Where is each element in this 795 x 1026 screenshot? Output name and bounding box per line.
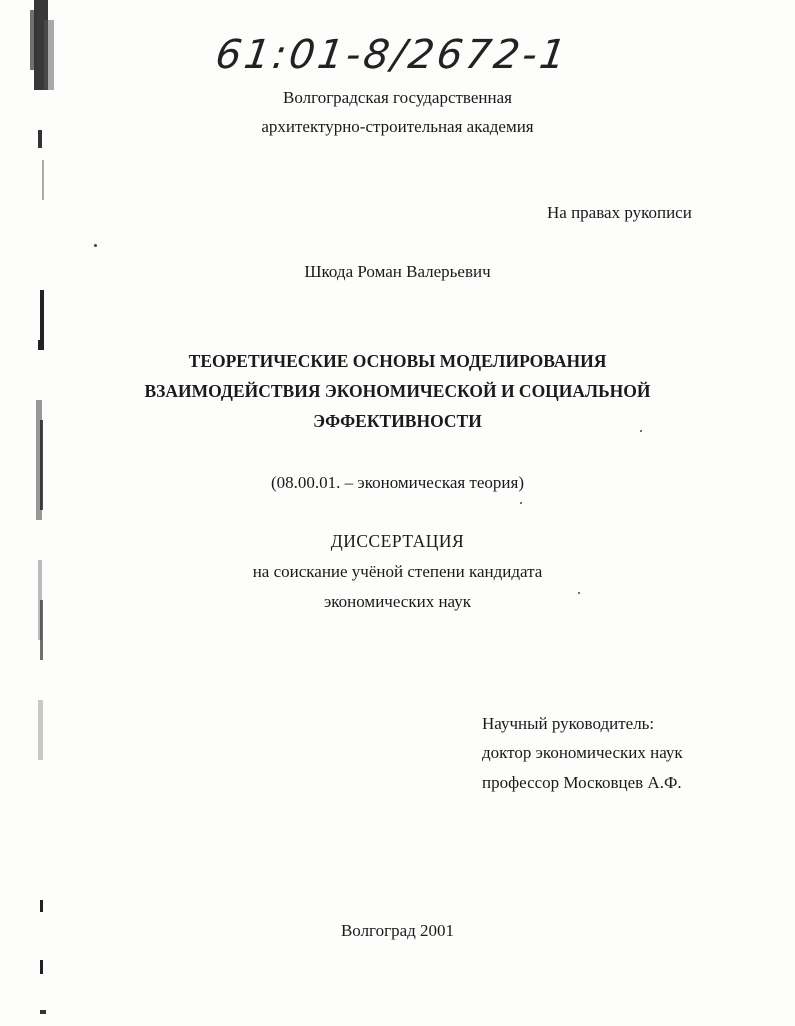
scan-speck — [520, 502, 522, 504]
dissertation-label: ДИССЕРТАЦИЯ — [330, 531, 465, 551]
title-line-3: ЭФФЕКТИВНОСТИ — [313, 411, 482, 431]
scan-speck — [640, 430, 642, 432]
archive-code: 61:01-8/2672-1 — [212, 32, 572, 78]
supervisor-label: Научный руководитель: — [482, 714, 655, 733]
degree-line-1: на соискание учёной степени кандидата — [252, 562, 543, 581]
author-name: Шкода Роман Валерьевич — [304, 262, 491, 281]
city-year: Волгоград 2001 — [340, 921, 455, 940]
degree-line-2: экономических наук — [323, 592, 472, 611]
scan-speck — [94, 244, 97, 247]
specialty-code: (08.00.01. – экономическая теория) — [271, 473, 524, 492]
institution-line-2: архитектурно-строительная академия — [261, 117, 534, 136]
manuscript-note: На правах рукописи — [547, 203, 692, 222]
title-line-1: ТЕОРЕТИЧЕСКИЕ ОСНОВЫ МОДЕЛИРОВАНИЯ — [188, 351, 607, 371]
title-line-2: ВЗАИМОДЕЙСТВИЯ ЭКОНОМИЧЕСКОЙ И СОЦИАЛЬНОЙ — [144, 381, 651, 401]
supervisor-name: профессор Московцев А.Ф. — [482, 773, 682, 792]
supervisor-degree: доктор экономических наук — [482, 743, 683, 762]
scan-speck — [578, 592, 580, 594]
institution-line-1: Волгоградская государственная — [283, 88, 512, 107]
scan-edge-artifacts — [0, 0, 60, 1026]
